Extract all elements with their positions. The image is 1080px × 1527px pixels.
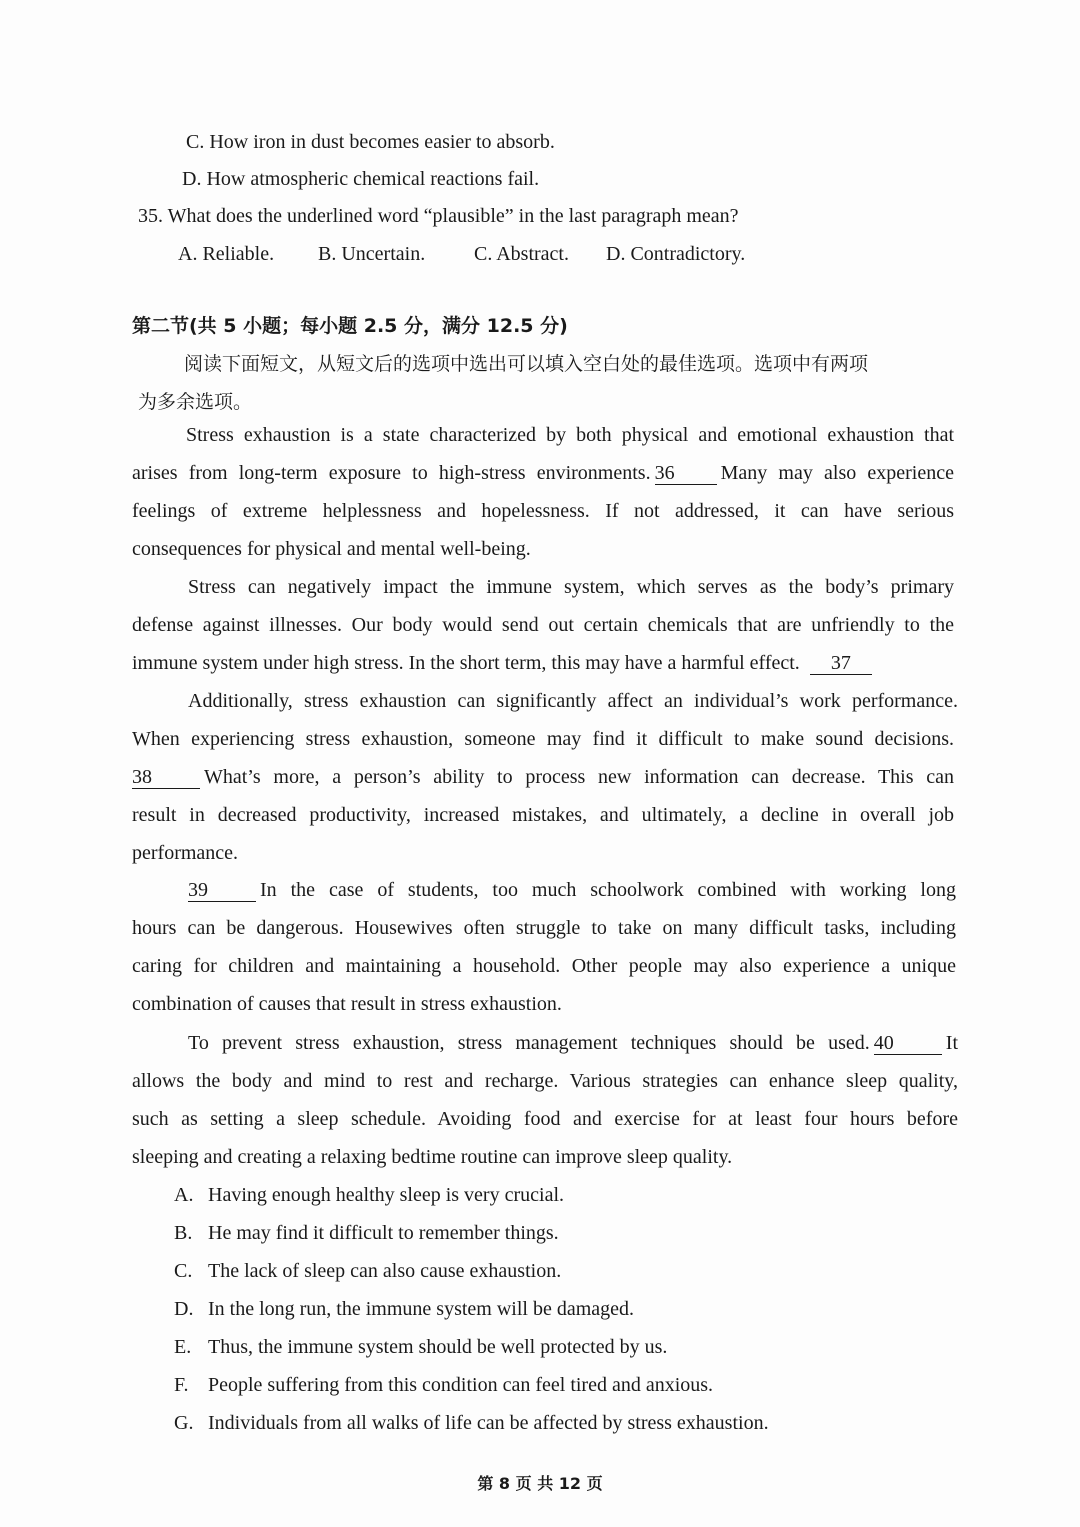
choice-f-text: People suffering from this condition can feel tired and anxious. (208, 1374, 714, 1396)
page-footer: 第 8 页 共 12 页 (477, 1474, 603, 1493)
passage-p2-line2: defense against illnesses. Our body would send out certain chemicals that are unfriendly to the (132, 614, 954, 636)
choice-b-text: He may find it difficult to remember things. (208, 1222, 559, 1244)
passage-p5-line4: sleeping and creating a relaxing bedtime routine can improve sleep quality. (132, 1146, 733, 1168)
passage-p5-text-a: To prevent stress exhaustion, stress management techniques should be used. (188, 1032, 870, 1054)
passage-p4-line2: hours can be dangerous. Housewives often struggle to take on many difficult tasks, including (132, 917, 956, 939)
choice-b-letter: B. (174, 1222, 193, 1244)
q35-option-d: D. Contradictory. (606, 243, 746, 265)
passage-p4-line4: combination of causes that result in stress exhaustion. (132, 993, 562, 1015)
q34-option-d: D. How atmospheric chemical reactions fail. (182, 168, 540, 190)
passage-p3-line4: result in decreased productivity, increased mistakes, and ultimately, a decline in overall job (132, 804, 954, 826)
passage-p5-line3: such as setting a sleep schedule. Avoiding food and exercise for at least four hours before (132, 1108, 958, 1130)
passage-p3-line1: Additionally, stress exhaustion can significantly affect an individual’s work performance. (188, 690, 958, 712)
passage-p5-text-b: It (945, 1032, 958, 1054)
passage-p3-line3 (132, 763, 954, 791)
choice-e-text: Thus, the immune system should be well protected by us. (208, 1336, 668, 1358)
passage-p2-line3 (132, 649, 876, 677)
section-heading: 第二节(共 5 小题；每小题 2.5 分，满分 12.5 分) (132, 315, 568, 337)
passage-p1-text-b: Many may also experience (720, 462, 954, 484)
blank-39: 39 (188, 879, 256, 902)
q35-option-a: A. Reliable. (178, 243, 275, 265)
choice-c-letter: C. (174, 1260, 193, 1282)
choice-b (174, 1219, 559, 1247)
passage-p5-line1 (188, 1029, 958, 1057)
passage-p2-line1: Stress can negatively impact the immune system, which serves as the body’s primary (188, 576, 954, 598)
choice-g (174, 1409, 769, 1437)
choice-f (174, 1371, 713, 1399)
q34-option-c: C. How iron in dust becomes easier to absorb. (186, 131, 555, 153)
choice-f-letter: F. (174, 1374, 189, 1396)
passage-p1-line1: Stress exhaustion is a state characterized by both physical and emotional exhaustion that (186, 424, 954, 446)
choice-c-text: The lack of sleep can also cause exhaustion. (208, 1260, 562, 1282)
blank-36: 36 (655, 462, 717, 485)
passage-p4-line3: caring for children and maintaining a household. Other people may also experience a unique (132, 955, 956, 977)
passage-p1-line4: consequences for physical and mental well-being. (132, 538, 531, 560)
passage-p1-line2 (132, 459, 954, 487)
choice-d-text: In the long run, the immune system will be damaged. (208, 1298, 635, 1320)
choice-c (174, 1257, 561, 1285)
choice-a (174, 1181, 564, 1209)
passage-p4-text: In the case of students, too much schoolwork combined with working long (260, 879, 956, 901)
passage-p4-line1 (188, 876, 956, 904)
blank-37: 37 (810, 652, 872, 675)
blank-38: 38 (132, 766, 200, 789)
choice-e (174, 1333, 667, 1361)
choice-a-text: Having enough healthy sleep is very crucial. (208, 1184, 564, 1206)
blank-40: 40 (874, 1032, 942, 1055)
choice-g-text: Individuals from all walks of life can be affected by stress exhaustion. (208, 1412, 769, 1434)
choice-d (174, 1295, 634, 1323)
passage-p3-line2: When experiencing stress exhaustion, someone may find it difficult to make sound decisions. (132, 728, 954, 750)
q35-option-b: B. Uncertain. (318, 243, 426, 265)
passage-p5-line2: allows the body and mind to rest and recharge. Various strategies can enhance sleep quality, (132, 1070, 958, 1092)
section-instruction-line2: 为多余选项。 (138, 391, 253, 413)
q35-option-c: C. Abstract. (474, 243, 569, 265)
choice-g-letter: G. (174, 1412, 194, 1434)
section-instruction-line1: 阅读下面短文，从短文后的选项中选出可以填入空白处的最佳选项。选项中有两项 (184, 353, 869, 375)
passage-p3-text: What’s more, a person’s ability to process new information can decrease. This can (204, 766, 954, 788)
q35-stem: 35. What does the underlined word “plausible” in the last paragraph mean? (138, 205, 739, 227)
choice-d-letter: D. (174, 1298, 194, 1320)
choice-e-letter: E. (174, 1336, 192, 1358)
choice-a-letter: A. (174, 1184, 194, 1206)
passage-p1-text-a: arises from long-term exposure to high-stress environments. (132, 462, 651, 484)
passage-p1-line3: feelings of extreme helplessness and hopelessness. If not addressed, it can have serious (132, 500, 954, 522)
passage-p3-line5: performance. (132, 842, 239, 864)
passage-p2-text: immune system under high stress. In the short term, this may have a harmful effect. (132, 652, 800, 674)
